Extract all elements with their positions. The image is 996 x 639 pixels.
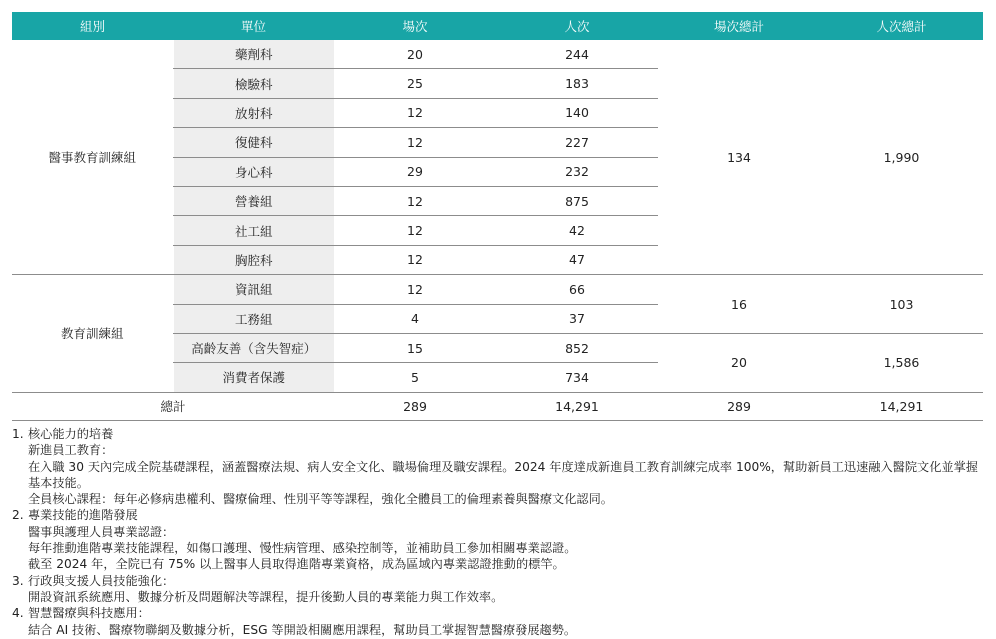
persons-cell: 227 — [496, 128, 658, 157]
persons-cell: 66 — [496, 275, 658, 304]
sessions-cell: 12 — [334, 275, 496, 304]
total-persons: 14,291 — [496, 392, 658, 420]
note-line: 全員核心課程：每年必修病患權利、醫療倫理、性別平等等課程，強化全體員工的倫理素養與醫療文化認同。 — [28, 492, 613, 507]
sessions-cell: 12 — [334, 186, 496, 215]
unit-cell: 工務組 — [173, 304, 334, 333]
note-title: 智慧醫療與科技應用： — [28, 606, 150, 621]
total-persons-total: 14,291 — [820, 392, 983, 420]
training-stats-table-container — [12, 12, 983, 421]
persons-cell: 183 — [496, 69, 658, 98]
header-persons-total: 人次總計 — [820, 12, 983, 40]
note-line: 新進員工教育： — [28, 443, 114, 458]
unit-cell: 放射科 — [173, 98, 334, 127]
persons-cell: 244 — [496, 40, 658, 69]
total-sessions-total: 289 — [658, 392, 820, 420]
persons-cell: 140 — [496, 98, 658, 127]
group-name-education: 教育訓練組 — [12, 275, 173, 393]
note-line: 醫事與護理人員專業認證： — [28, 524, 175, 539]
sessions-cell: 20 — [334, 40, 496, 69]
note-title: 核心能力的培養 — [28, 427, 114, 441]
persons-cell: 734 — [496, 363, 658, 392]
header-unit: 單位 — [173, 12, 334, 40]
unit-cell: 復健科 — [173, 128, 334, 157]
persons-subtotal-cell: 1,990 — [820, 40, 983, 275]
persons-subtotal-cell: 1,586 — [820, 333, 983, 392]
table-row — [12, 275, 983, 304]
persons-cell: 42 — [496, 216, 658, 245]
notes-list — [12, 426, 987, 638]
note-line: 每年推動進階專業技能課程，如傷口護理、慢性病管理、感染控制等，並補助員工參加相關專業認證。 — [28, 541, 577, 556]
group-name-medical: 醫事教育訓練組 — [12, 40, 173, 275]
note-line: 在入職 30 天內完成全院基礎課程，涵蓋醫療法規、病人安全文化、職場倫理及職安課程。2024 年度達成新進員工教育訓練完成率 100%，幫助新員工迅速融入醫院文化並掌握基本技能。 — [28, 459, 978, 490]
note-title: 專業技能的進階發展 — [28, 508, 138, 523]
note-number: 2. — [12, 508, 24, 523]
note-number: 3. — [12, 573, 24, 588]
header-group: 組別 — [12, 12, 173, 40]
training-stats-table — [12, 12, 983, 421]
note-number: 4. — [12, 606, 24, 621]
header-persons: 人次 — [496, 12, 658, 40]
persons-cell: 875 — [496, 186, 658, 215]
persons-cell: 232 — [496, 157, 658, 186]
sessions-cell: 12 — [334, 216, 496, 245]
note-item — [12, 605, 987, 638]
table-header-row — [12, 12, 983, 40]
persons-cell: 47 — [496, 245, 658, 274]
table-row — [12, 40, 983, 69]
unit-cell: 高齡友善（含失智症） — [173, 333, 334, 362]
sessions-cell: 12 — [334, 245, 496, 274]
sessions-subtotal-cell: 134 — [658, 40, 820, 275]
header-sessions: 場次 — [334, 12, 496, 40]
sessions-cell: 15 — [334, 333, 496, 362]
note-number: 1. — [12, 427, 24, 441]
sessions-cell: 12 — [334, 98, 496, 127]
sessions-cell: 5 — [334, 363, 496, 392]
unit-cell: 檢驗科 — [173, 69, 334, 98]
note-line: 截至 2024 年，全院已有 75% 以上醫事人員取得進階專業資格，成為區域內專業認證推動的標竿。 — [28, 557, 565, 572]
unit-cell: 胸腔科 — [173, 245, 334, 274]
unit-cell: 社工組 — [173, 216, 334, 245]
note-line: 開設資訊系統應用、數據分析及問題解決等課程，提升後勤人員的專業能力與工作效率。 — [28, 589, 504, 604]
sessions-cell: 4 — [334, 304, 496, 333]
total-row — [12, 392, 983, 420]
unit-cell: 消費者保護 — [173, 363, 334, 392]
note-item — [12, 426, 987, 507]
header-sessions-total: 場次總計 — [658, 12, 820, 40]
total-label: 總計 — [12, 392, 334, 420]
note-item — [12, 573, 987, 606]
sessions-cell: 25 — [334, 69, 496, 98]
note-line: 結合 AI 技術、醫療物聯網及數據分析，ESG 等開設相關應用課程，幫助員工掌握智慧醫療發展趨勢。 — [28, 622, 577, 637]
sessions-subtotal-cell: 20 — [658, 333, 820, 392]
persons-subtotal-cell: 103 — [820, 275, 983, 334]
total-sessions: 289 — [334, 392, 496, 420]
unit-cell: 身心科 — [173, 157, 334, 186]
note-item — [12, 507, 987, 572]
unit-cell: 資訊組 — [173, 275, 334, 304]
unit-cell: 藥劑科 — [173, 40, 334, 69]
unit-cell: 營養組 — [173, 186, 334, 215]
sessions-cell: 29 — [334, 157, 496, 186]
sessions-subtotal-cell: 16 — [658, 275, 820, 334]
sessions-cell: 12 — [334, 128, 496, 157]
persons-cell: 852 — [496, 333, 658, 362]
persons-cell: 37 — [496, 304, 658, 333]
note-title: 行政與支援人員技能強化： — [28, 573, 175, 588]
